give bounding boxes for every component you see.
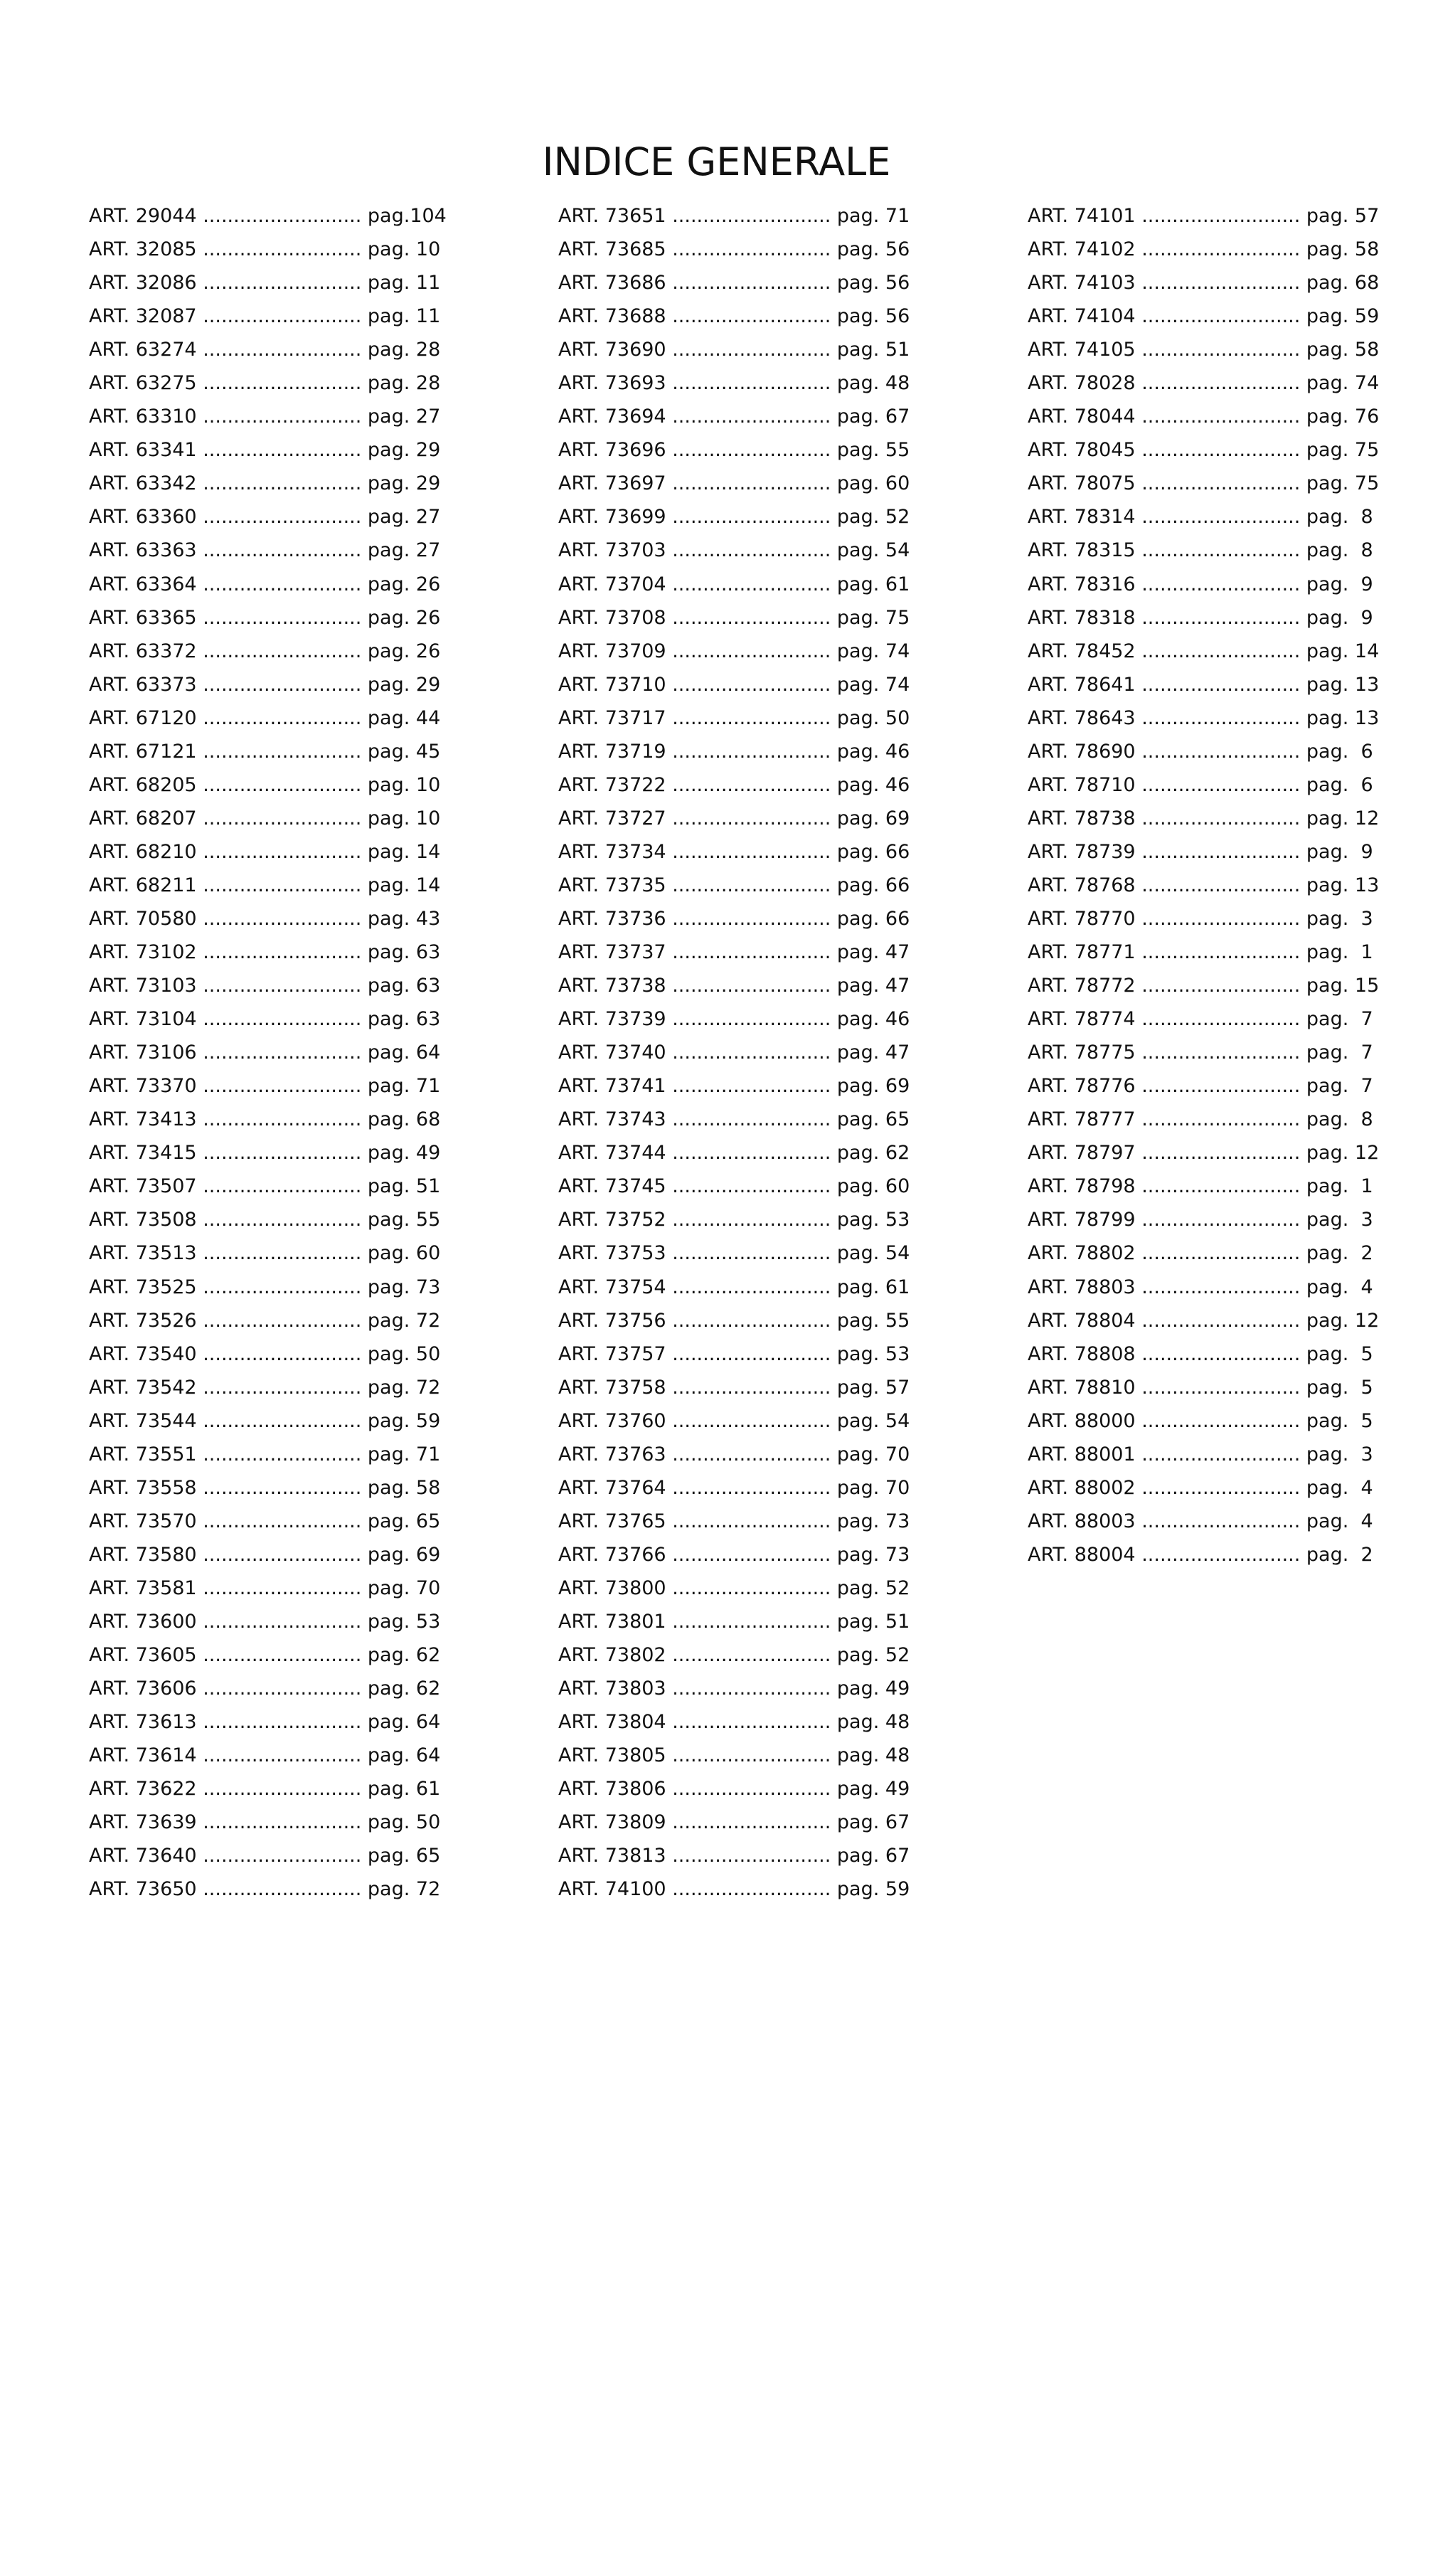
index-entry: ART. 78772 .......................... pag. 15 — [1028, 975, 1380, 997]
index-entry: ART. 78776 .......................... pag. 7 — [1028, 1075, 1373, 1098]
index-entry: ART. 73581 .......................... pag. 70 — [89, 1576, 441, 1599]
index-entry: ART. 78710 .......................... pag. 6 — [1028, 773, 1373, 796]
index-entry: ART. 73686 .......................... pag. 56 — [558, 272, 910, 295]
index-entry: ART. 73802 .......................... pag. 52 — [558, 1644, 910, 1667]
index-entry: ART. 78777 .......................... pag. 8 — [1028, 1108, 1373, 1131]
index-entry: ART. 73640 .......................... pag. 65 — [89, 1845, 441, 1867]
index-entry: ART. 78799 .......................... pag. 3 — [1028, 1209, 1373, 1231]
index-entry: ART. 63372 .......................... pag. 26 — [89, 640, 441, 662]
index-entry: ART. 73803 .......................... pag. 49 — [558, 1677, 910, 1700]
index-entry: ART. 73415 .......................... pag. 49 — [89, 1142, 441, 1165]
index-entry: ART. 63274 .......................... pag. 28 — [89, 339, 441, 361]
index-entry: ART. 78045 .......................... pag. 75 — [1028, 439, 1380, 462]
index-entry: ART. 73613 .......................... pag. 64 — [89, 1711, 441, 1734]
index-entry: ART. 63365 .......................... pag. 26 — [89, 606, 441, 629]
index-entry: ART. 78314 .......................... pag. 8 — [1028, 506, 1373, 529]
index-entry: ART. 73727 .......................... pag. 69 — [558, 807, 910, 829]
index-entry: ART. 67121 .......................... pag. 45 — [89, 740, 441, 763]
index-entry: ART. 63363 .......................... pag. 27 — [89, 539, 441, 562]
index-entry: ART. 73737 .......................... pag. 47 — [558, 941, 910, 964]
index-entry: ART. 73735 .......................... pag. 66 — [558, 874, 910, 896]
index-entry: ART. 74100 .......................... pag. 59 — [558, 1878, 910, 1901]
index-entry: ART. 73696 .......................... pag. 55 — [558, 439, 910, 462]
index-entry: ART. 73570 .......................... pag. 65 — [89, 1510, 441, 1532]
index-entry: ART. 78770 .......................... pag. 3 — [1028, 907, 1373, 930]
index-entry: ART. 73600 .......................... pag. 53 — [89, 1610, 441, 1633]
index-entry: ART. 73558 .......................... pag. 58 — [89, 1476, 441, 1499]
index-entry: ART. 73544 .......................... pag. 59 — [89, 1409, 441, 1432]
index-entry: ART. 29044 .......................... pag.104 — [89, 205, 447, 227]
index-entry: ART. 73763 .......................... pag. 70 — [558, 1443, 910, 1465]
index-entry: ART. 73104 .......................... pag. 63 — [89, 1008, 441, 1031]
index-entry: ART. 73102 .......................... pag. 63 — [89, 941, 441, 964]
index-entry: ART. 78804 .......................... pag. 12 — [1028, 1309, 1380, 1332]
index-entry: ART. 88003 .......................... pag. 4 — [1028, 1510, 1373, 1532]
index-entry: ART. 78028 .......................... pag. 74 — [1028, 372, 1380, 395]
index-entry: ART. 73650 .......................... pag. 72 — [89, 1878, 441, 1901]
index-entry: ART. 78738 .......................... pag. 12 — [1028, 807, 1380, 829]
index-entry: ART. 73764 .......................... pag. 70 — [558, 1476, 910, 1499]
index-entry: ART. 74101 .......................... pag. 57 — [1028, 205, 1380, 227]
index-entry: ART. 63373 .......................... pag. 29 — [89, 673, 441, 696]
index-entry: ART. 63360 .......................... pag. 27 — [89, 506, 441, 529]
index-entry: ART. 63341 .......................... pag. 29 — [89, 439, 441, 462]
page-title: INDICE GENERALE — [542, 139, 891, 184]
index-column-2 — [558, 199, 957, 1906]
index-entry: ART. 73614 .......................... pag. 64 — [89, 1744, 441, 1767]
index-entry: ART. 73765 .......................... pag. 73 — [558, 1510, 910, 1532]
index-entry: ART. 78315 .......................... pag. 8 — [1028, 539, 1373, 562]
index-entry: ART. 73606 .......................... pag. 62 — [89, 1677, 441, 1700]
index-entry: ART. 74104 .......................... pag. 59 — [1028, 305, 1380, 328]
index-entry: ART. 88004 .......................... pag. 2 — [1028, 1543, 1373, 1566]
index-entry: ART. 78044 .......................... pag. 76 — [1028, 406, 1380, 428]
index-entry: ART. 73690 .......................... pag. 51 — [558, 339, 910, 361]
index-entry: ART. 73704 .......................... pag. 61 — [558, 573, 910, 595]
index-entry: ART. 74103 .......................... pag. 68 — [1028, 272, 1380, 295]
index-entry: ART. 73685 .......................... pag. 56 — [558, 238, 910, 261]
index-entry: ART. 73551 .......................... pag. 71 — [89, 1443, 441, 1465]
index-entry: ART. 73413 .......................... pag. 68 — [89, 1108, 441, 1131]
index-entry: ART. 73752 .......................... pag. 53 — [558, 1209, 910, 1231]
index-entry: ART. 73758 .......................... pag. 57 — [558, 1376, 910, 1399]
index-entry: ART. 73526 .......................... pag. 72 — [89, 1309, 441, 1332]
index-entry: ART. 73745 .......................... pag. 60 — [558, 1175, 910, 1198]
index-entry: ART. 88001 .......................... pag. 3 — [1028, 1443, 1373, 1465]
index-entry: ART. 78802 .......................... pag. 2 — [1028, 1242, 1373, 1265]
index-entry: ART. 73703 .......................... pag. 54 — [558, 539, 910, 562]
index-entry: ART. 73806 .......................... pag. 49 — [558, 1778, 910, 1801]
index-entry: ART. 73744 .......................... pag. 62 — [558, 1142, 910, 1165]
index-entry: ART. 63310 .......................... pag. 27 — [89, 406, 441, 428]
index-entry: ART. 67120 .......................... pag. 44 — [89, 706, 441, 729]
index-entry: ART. 88002 .......................... pag. 4 — [1028, 1476, 1373, 1499]
index-entry: ART. 78771 .......................... pag. 1 — [1028, 941, 1373, 964]
index-entry: ART. 73734 .......................... pag. 66 — [558, 840, 910, 863]
index-entry: ART. 73760 .......................... pag. 54 — [558, 1409, 910, 1432]
index-entry: ART. 63364 .......................... pag. 26 — [89, 573, 441, 595]
index-entry: ART. 73804 .......................... pag. 48 — [558, 1711, 910, 1734]
index-entry: ART. 88000 .......................... pag. 5 — [1028, 1409, 1373, 1432]
index-entry: ART. 73699 .......................... pag. 52 — [558, 506, 910, 529]
index-entry: ART. 73741 .......................... pag. 69 — [558, 1075, 910, 1098]
index-entry: ART. 73719 .......................... pag. 46 — [558, 740, 910, 763]
index-entry: ART. 63342 .......................... pag. 29 — [89, 472, 441, 495]
index-entry: ART. 73753 .......................... pag. 54 — [558, 1242, 910, 1265]
index-entry: ART. 73722 .......................... pag. 46 — [558, 773, 910, 796]
index-entry: ART. 32086 .......................... pag. 11 — [89, 272, 441, 295]
index-entry: ART. 74102 .......................... pag. 58 — [1028, 238, 1380, 261]
index-entry: ART. 73540 .......................... pag. 50 — [89, 1342, 441, 1365]
index-entry: ART. 78808 .......................... pag. 5 — [1028, 1342, 1373, 1365]
index-entry: ART. 73809 .......................... pag. 67 — [558, 1811, 910, 1834]
index-entry: ART. 73709 .......................... pag. 74 — [558, 640, 910, 662]
index-entry: ART. 73740 .......................... pag. 47 — [558, 1041, 910, 1064]
index-entry: ART. 63275 .......................... pag. 28 — [89, 372, 441, 395]
index-entry: ART. 73743 .......................... pag. 65 — [558, 1108, 910, 1131]
index-entry: ART. 78798 .......................... pag. 1 — [1028, 1175, 1373, 1198]
index-entry: ART. 73697 .......................... pag. 60 — [558, 472, 910, 495]
index-entry: ART. 73103 .......................... pag. 63 — [89, 975, 441, 997]
index-entry: ART. 73507 .......................... pag. 51 — [89, 1175, 441, 1198]
index-entry: ART. 78641 .......................... pag. 13 — [1028, 673, 1380, 696]
index-entry: ART. 78318 .......................... pag. 9 — [1028, 606, 1373, 629]
index-entry: ART. 73800 .......................... pag. 52 — [558, 1576, 910, 1599]
index-entry: ART. 32087 .......................... pag. 11 — [89, 305, 441, 328]
index-entry: ART. 73508 .......................... pag. 55 — [89, 1209, 441, 1231]
index-entry: ART. 73738 .......................... pag. 47 — [558, 975, 910, 997]
index-entry: ART. 78075 .......................... pag. 75 — [1028, 472, 1380, 495]
index-entry: ART. 78810 .......................... pag. 5 — [1028, 1376, 1373, 1399]
index-entry: ART. 73805 .......................... pag. 48 — [558, 1744, 910, 1767]
index-entry: ART. 78803 .......................... pag. 4 — [1028, 1276, 1373, 1298]
index-entry: ART. 78797 .......................... pag. 12 — [1028, 1142, 1380, 1165]
index-entry: ART. 73605 .......................... pag. 62 — [89, 1644, 441, 1667]
index-entry: ART. 78690 .......................... pag. 6 — [1028, 740, 1373, 763]
index-entry: ART. 68205 .......................... pag. 10 — [89, 773, 441, 796]
index-entry: ART. 73757 .......................... pag. 53 — [558, 1342, 910, 1365]
index-entry: ART. 73766 .......................... pag. 73 — [558, 1543, 910, 1566]
index-entry: ART. 70580 .......................... pag. 43 — [89, 907, 441, 930]
index-entry: ART. 32085 .......................... pag. 10 — [89, 238, 441, 261]
index-entry: ART. 78316 .......................... pag. 9 — [1028, 573, 1373, 595]
index-entry: ART. 73756 .......................... pag. 55 — [558, 1309, 910, 1332]
index-entry: ART. 73736 .......................... pag. 66 — [558, 907, 910, 930]
index-column-3 — [1028, 199, 1426, 1571]
index-entry: ART. 73710 .......................... pag. 74 — [558, 673, 910, 696]
index-entry: ART. 73525 .......................... pag. 73 — [89, 1276, 441, 1298]
index-entry: ART. 73542 .......................... pag. 72 — [89, 1376, 441, 1399]
index-entry: ART. 73739 .......................... pag. 46 — [558, 1008, 910, 1031]
index-entry: ART. 78739 .......................... pag. 9 — [1028, 840, 1373, 863]
index-entry: ART. 68211 .......................... pag. 14 — [89, 874, 441, 896]
index-entry: ART. 73639 .......................... pag. 50 — [89, 1811, 441, 1834]
index-entry: ART. 73513 .......................... pag. 60 — [89, 1242, 441, 1265]
index-entry: ART. 73622 .......................... pag. 61 — [89, 1778, 441, 1801]
index-entry: ART. 73717 .......................... pag. 50 — [558, 706, 910, 729]
index-entry: ART. 78774 .......................... pag. 7 — [1028, 1008, 1373, 1031]
index-entry: ART. 68207 .......................... pag. 10 — [89, 807, 441, 829]
index-entry: ART. 73651 .......................... pag. 71 — [558, 205, 910, 227]
index-column-1 — [89, 199, 487, 1906]
index-entry: ART. 73106 .......................... pag. 64 — [89, 1041, 441, 1064]
index-entry: ART. 73813 .......................... pag. 67 — [558, 1845, 910, 1867]
index-entry: ART. 73688 .......................... pag. 56 — [558, 305, 910, 328]
index-entry: ART. 73801 .......................... pag. 51 — [558, 1610, 910, 1633]
index-entry: ART. 78768 .......................... pag. 13 — [1028, 874, 1380, 896]
index-entry: ART. 73708 .......................... pag. 75 — [558, 606, 910, 629]
index-entry: ART. 73580 .......................... pag. 69 — [89, 1543, 441, 1566]
index-entry: ART. 73370 .......................... pag. 71 — [89, 1075, 441, 1098]
index-entry: ART. 78775 .......................... pag. 7 — [1028, 1041, 1373, 1064]
index-entry: ART. 78452 .......................... pag. 14 — [1028, 640, 1380, 662]
index-entry: ART. 73754 .......................... pag. 61 — [558, 1276, 910, 1298]
index-entry: ART. 73693 .......................... pag. 48 — [558, 372, 910, 395]
index-entry: ART. 73694 .......................... pag. 67 — [558, 406, 910, 428]
index-entry: ART. 74105 .......................... pag. 58 — [1028, 339, 1380, 361]
index-entry: ART. 68210 .......................... pag. 14 — [89, 840, 441, 863]
index-entry: ART. 78643 .......................... pag. 13 — [1028, 706, 1380, 729]
